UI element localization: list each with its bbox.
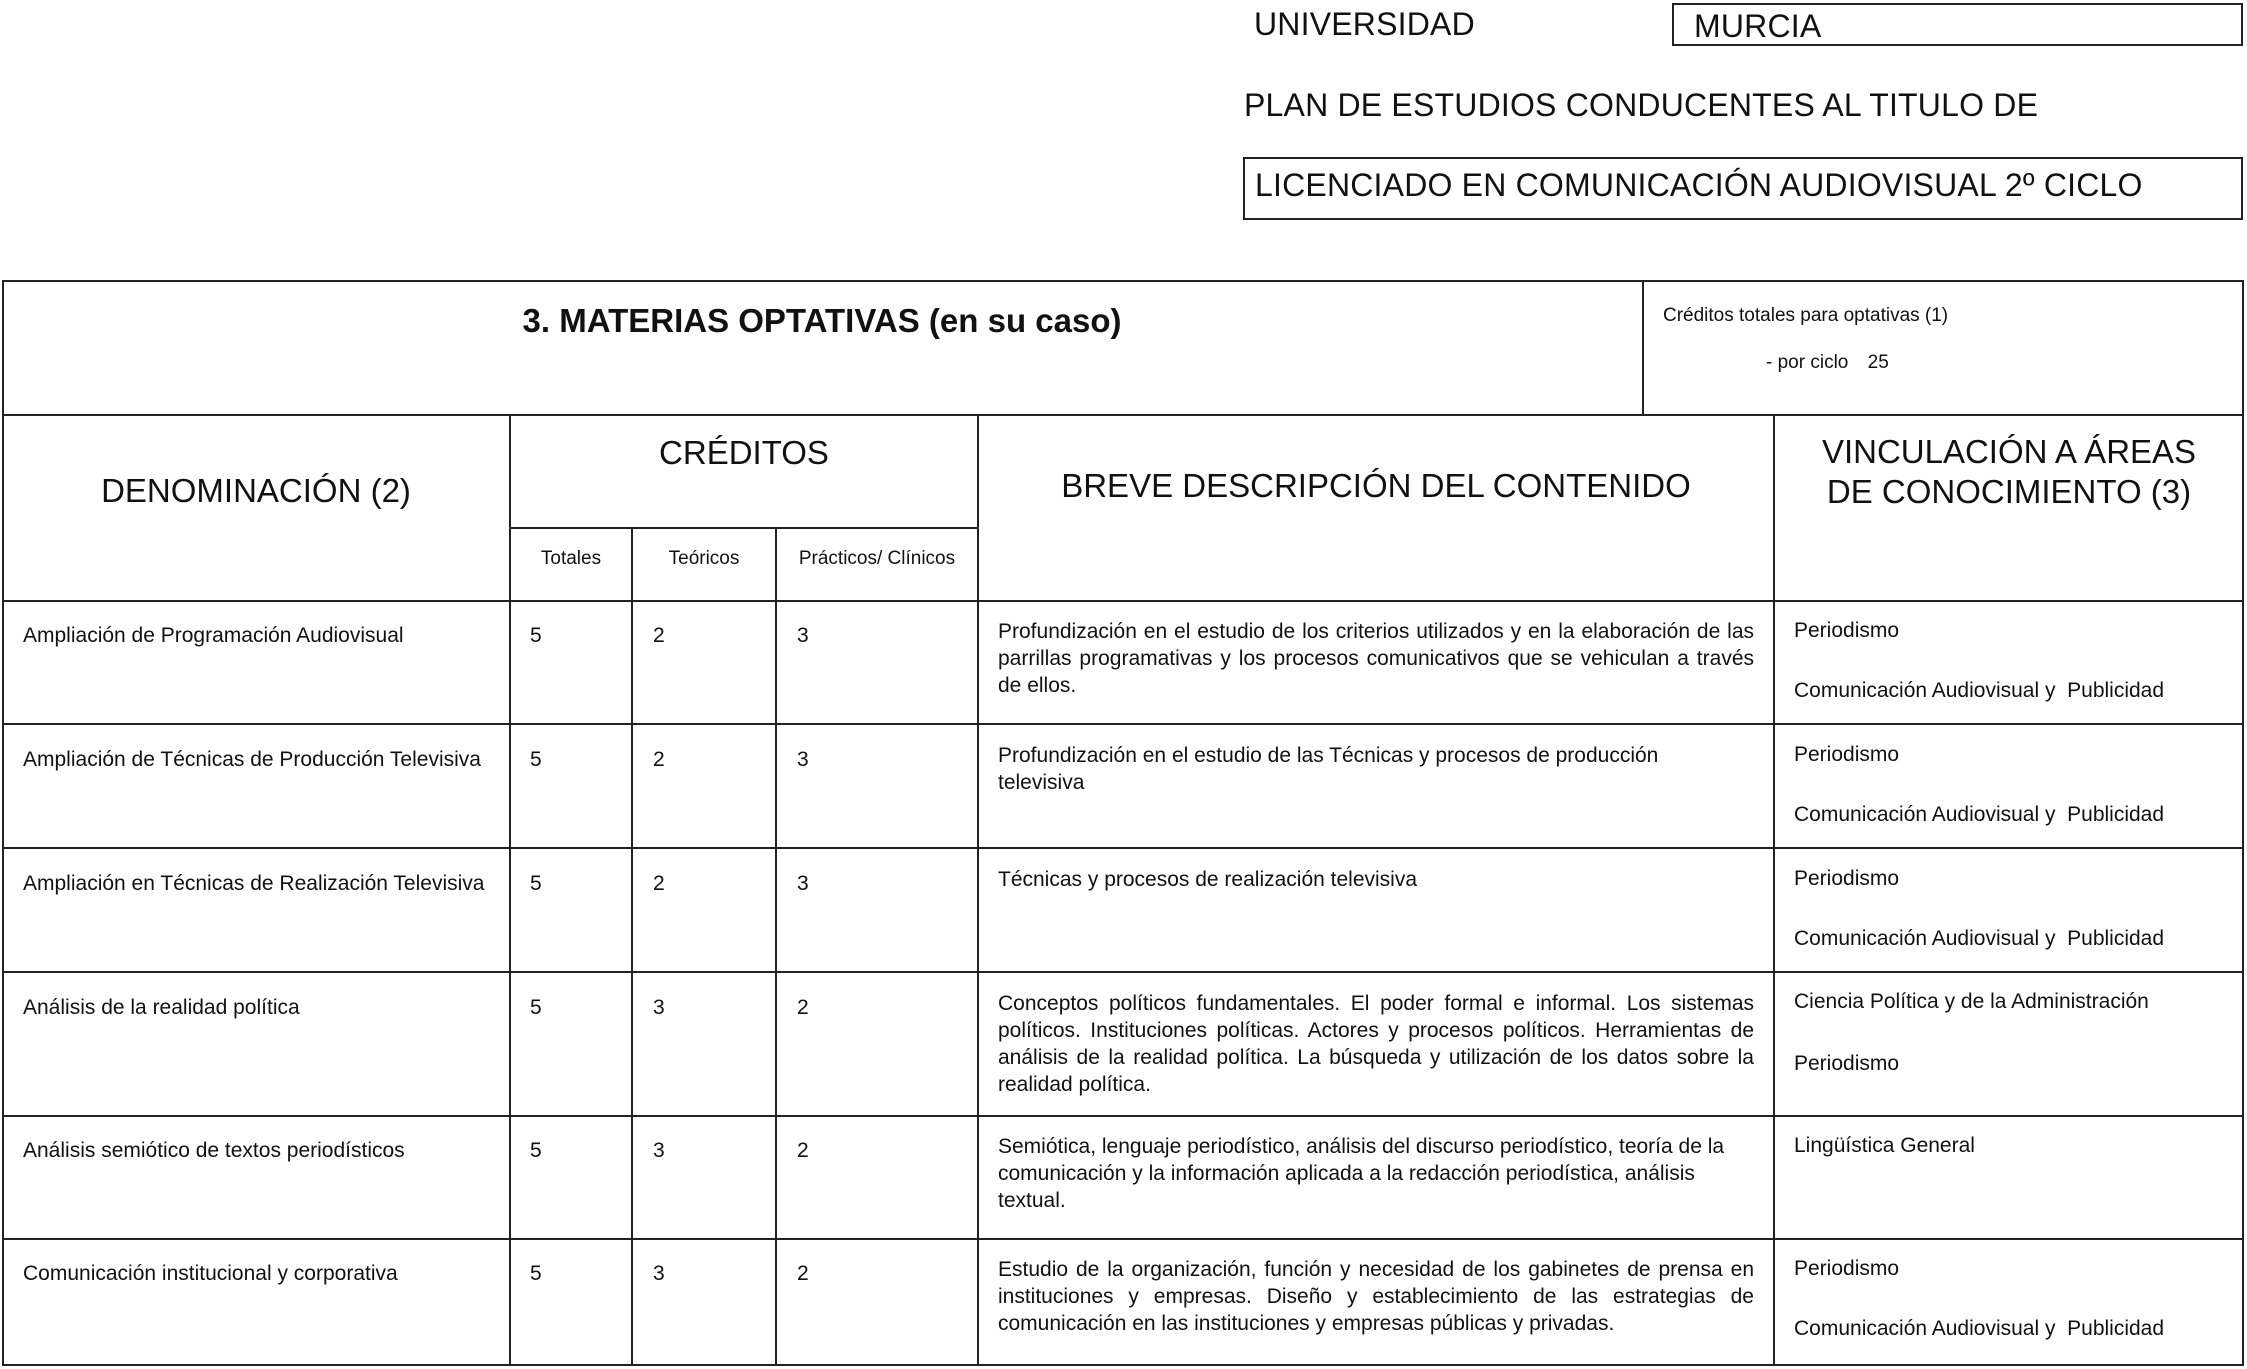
row-denominacion: Ampliación de Programación Audiovisual bbox=[23, 624, 404, 647]
por-ciclo-label: - por ciclo bbox=[1766, 352, 1849, 373]
universidad-label: UNIVERSIDAD bbox=[1254, 6, 1475, 42]
row-area-1: Ciencia Política y de la Administración bbox=[1794, 990, 2149, 1013]
header-descripcion: BREVE DESCRIPCIÓN DEL CONTENIDO bbox=[1061, 467, 1691, 504]
row-practicos: 3 bbox=[797, 872, 809, 895]
header-vinculacion-line1: VINCULACIÓN A ÁREAS bbox=[1821, 433, 2197, 470]
row-area-2: Comunicación Audiovisual y Publicidad bbox=[1794, 679, 2165, 702]
row-area-1: Periodismo bbox=[1794, 743, 1900, 766]
row-teoricos: 2 bbox=[653, 748, 665, 771]
row-practicos: 3 bbox=[797, 748, 809, 771]
row-teoricos: 3 bbox=[653, 1262, 665, 1285]
plan-label: PLAN DE ESTUDIOS CONDUCENTES AL TITULO DE bbox=[1244, 87, 2039, 123]
row-totales: 5 bbox=[530, 1262, 542, 1285]
header-totales: Totales bbox=[540, 548, 602, 569]
row-totales: 5 bbox=[530, 872, 542, 895]
header-practicos: Prácticos/ Clínicos bbox=[798, 548, 956, 569]
header-vinculacion-line2: DE CONOCIMIENTO (3) bbox=[1826, 473, 2192, 510]
row-area-1: Periodismo bbox=[1794, 867, 1900, 890]
row-descripcion: Profundización en el estudio de los criterios utilizados y en la elaboración de las parrillas programativas y los procesos comunicativos que se vehiculan a través de ellos. bbox=[998, 620, 1754, 697]
row-descripcion: Técnicas y procesos de realización televisiva bbox=[998, 868, 1418, 891]
row-denominacion: Ampliación en Técnicas de Realización Televisiva bbox=[23, 872, 485, 895]
row-area-1: Periodismo bbox=[1794, 619, 1900, 642]
row-area-1: Lingüística General bbox=[1794, 1134, 1975, 1157]
row-descripcion: Semiótica, lenguaje periodístico, análisis del discurso periodístico, teoría de la comunicación y la información aplicada a la redacción periodística, análisis textual. bbox=[998, 1135, 1725, 1212]
row-teoricos: 2 bbox=[653, 624, 665, 647]
universidad-value: MURCIA bbox=[1694, 8, 1822, 44]
row-practicos: 3 bbox=[797, 624, 809, 647]
row-denominacion: Análisis de la realidad política bbox=[23, 996, 300, 1019]
row-practicos: 2 bbox=[797, 996, 809, 1019]
row-totales: 5 bbox=[530, 624, 542, 647]
row-area-1: Periodismo bbox=[1794, 1257, 1900, 1280]
row-area-2: Comunicación Audiovisual y Publicidad bbox=[1794, 927, 2165, 950]
row-teoricos: 3 bbox=[653, 1139, 665, 1162]
row-totales: 5 bbox=[530, 748, 542, 771]
por-ciclo-value: 25 bbox=[1867, 352, 1889, 373]
row-descripcion: Estudio de la organización, función y necesidad de los gabinetes de prensa en instituciones y empresas. Diseño y establecimiento de las estrategias de comunicación en las instituciones y empresas públicas y privadas. bbox=[998, 1258, 1754, 1335]
por-ciclo bbox=[1766, 352, 1889, 374]
titulo-value: LICENCIADO EN COMUNICACIÓN AUDIOVISUAL 2º CICLO bbox=[1255, 167, 2143, 203]
row-area-2: Comunicación Audiovisual y Publicidad bbox=[1794, 803, 2165, 826]
header-creditos: CRÉDITOS bbox=[659, 434, 829, 471]
header-vinculacion bbox=[1774, 432, 2244, 512]
row-totales: 5 bbox=[530, 996, 542, 1019]
row-denominacion: Comunicación institucional y corporativa bbox=[23, 1262, 398, 1285]
row-descripcion: Conceptos políticos fundamentales. El poder formal e informal. Los sistemas políticos. Instituciones políticas. Actores y procesos políticos. Herramientas de análisis de la realidad política. La búsqueda y utilización de los datos sobre la realidad política. bbox=[998, 992, 1754, 1096]
row-area-2: Periodismo bbox=[1794, 1052, 1900, 1075]
row-denominacion: Ampliación de Técnicas de Producción Televisiva bbox=[23, 748, 481, 771]
row-denominacion: Análisis semiótico de textos periodísticos bbox=[23, 1139, 405, 1162]
header-teoricos: Teóricos bbox=[668, 548, 740, 569]
creditos-totales-label: Créditos totales para optativas (1) bbox=[1663, 305, 1949, 326]
row-teoricos: 3 bbox=[653, 996, 665, 1019]
row-teoricos: 2 bbox=[653, 872, 665, 895]
titulo-field bbox=[1243, 157, 2243, 220]
row-descripcion: Profundización en el estudio de las Técnicas y procesos de producción televisiva bbox=[998, 744, 1659, 794]
header-denominacion: DENOMINACIÓN (2) bbox=[101, 472, 411, 509]
row-totales: 5 bbox=[530, 1139, 542, 1162]
row-practicos: 2 bbox=[797, 1139, 809, 1162]
universidad-field bbox=[1672, 3, 2243, 46]
row-practicos: 2 bbox=[797, 1262, 809, 1285]
section-title: 3. MATERIAS OPTATIVAS (en su caso) bbox=[522, 302, 1122, 339]
row-area-2: Comunicación Audiovisual y Publicidad bbox=[1794, 1317, 2165, 1340]
